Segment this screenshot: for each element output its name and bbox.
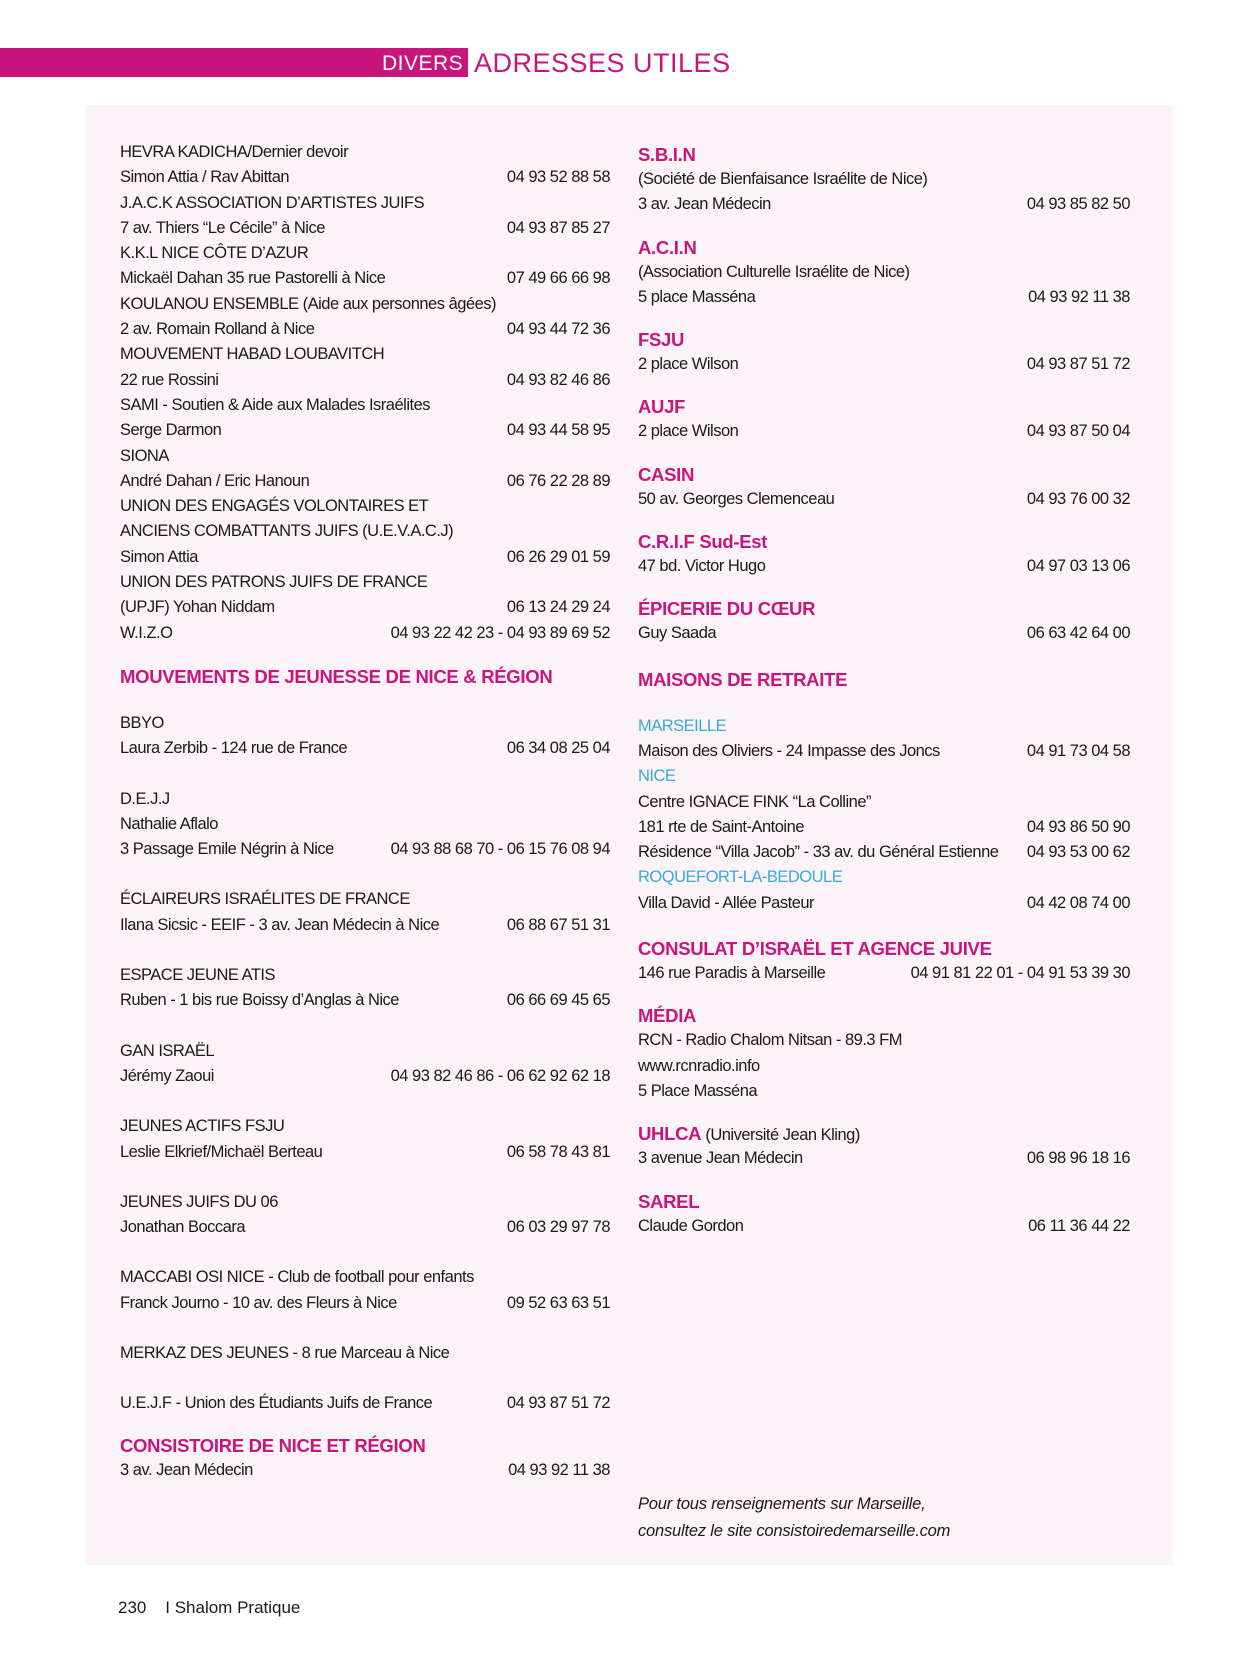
list-item: 22 rue Rossini 04 93 82 46 86 [120,370,610,389]
list-item: (Association Culturelle Israélite de Nice) [638,262,910,281]
section-title-maisons: MAISONS DE RETRAITE [638,668,848,690]
list-item: MERKAZ DES JEUNES - 8 rue Marceau à Nice [120,1343,450,1362]
list-item: 5 place Masséna 04 93 92 11 38 [638,287,1130,306]
org-title-uhlca: UHLCA (Université Jean Kling) [638,1123,860,1145]
jeunesse-list [120,711,610,1417]
associations-list [120,140,610,646]
list-item: 3 av. Jean Médecin 04 93 92 11 38 [120,1460,610,1479]
city-label-marseille: MARSEILLE [638,716,727,735]
list-item: 3 avenue Jean Médecin 06 98 96 18 16 [638,1149,1130,1168]
list-item: 47 bd. Victor Hugo 04 97 03 13 06 [638,557,1130,576]
list-item: UNION DES PATRONS JUIFS DE FRANCE [120,573,428,592]
list-item: JEUNES JUIFS DU 06 [120,1192,278,1211]
list-item: W.I.Z.O 04 93 22 42 23 - 04 93 89 69 52 [120,623,610,642]
list-item: RCN - Radio Chalom Nitsan - 89.3 FM [638,1031,902,1050]
list-item: UNION DES ENGAGÉS VOLONTAIRES ET [120,497,429,516]
list-item: Maison des Oliviers - 24 Impasse des Joncs 04 91 73 04 58 [638,741,1130,760]
list-item: Ilana Sicsic - EEIF - 3 av. Jean Médecin à Nice 06 88 67 51 31 [120,915,610,934]
list-item: Laura Zerbib - 124 rue de France 06 34 08 25 04 [120,739,610,758]
list-item: HEVRA KADICHA/Dernier devoir [120,143,349,161]
list-item: D.E.J.J [120,789,170,808]
list-item: Résidence “Villa Jacob” - 33 av. du Général Estienne 04 93 53 00 62 [638,843,1130,862]
list-item: MOUVEMENT HABAD LOUBAVITCH [120,345,385,364]
list-item: www.rcnradio.info [638,1056,760,1075]
marseille-note: Pour tous renseignements sur Marseille, consultez le site consistoiredemarseille.com [638,1495,951,1540]
list-item: Jérémy Zaoui 04 93 82 46 86 - 06 62 92 62 18 [120,1066,610,1085]
org-title-media: MÉDIA [638,1005,697,1027]
city-label-nice: NICE [638,767,676,786]
org-title-sbin: S.B.I.N [638,144,696,165]
org-title-acin: A.C.I.N [638,236,697,258]
section-label: DIVERS [382,52,464,75]
list-item: 5 Place Masséna [638,1081,758,1100]
page-footer: 230 I Shalom Pratique [118,1598,301,1617]
list-item: 50 av. Georges Clemenceau 04 93 76 00 32 [638,489,1130,508]
list-item: (Société de Bienfaisance Israélite de Nice) [638,170,928,188]
list-item: Mickaël Dahan 35 rue Pastorelli à Nice 07 49 66 66 98 [120,269,610,288]
org-title-casin: CASIN [638,463,695,485]
list-item: André Dahan / Eric Hanoun 06 76 22 28 89 [120,471,610,490]
list-item: (UPJF) Yohan Niddam 06 13 24 29 24 [120,598,610,617]
list-item: Franck Journo - 10 av. des Fleurs à Nice 09 52 63 63 51 [120,1293,610,1312]
list-item: 181 rte de Saint-Antoine 04 93 86 50 90 [638,817,1130,836]
list-item: JEUNES ACTIFS FSJU [120,1117,285,1136]
org-title-aujf: AUJF [638,396,686,418]
list-item: 3 Passage Emile Négrin à Nice 04 93 88 68 70 - 06 15 76 08 94 [120,840,610,859]
list-item: SAMI - Soutien & Aide aux Malades Israélites [120,395,430,414]
section-title-consistoire: CONSISTOIRE DE NICE ET RÉGION [120,1434,426,1456]
list-item: 3 av. Jean Médecin 04 93 85 82 50 [638,195,1130,214]
list-item: KOULANOU ENSEMBLE (Aide aux personnes âgées) [120,294,497,313]
org-title-fsju: FSJU [638,329,685,351]
list-item: SIONA [120,446,169,465]
list-item: Villa David - Allée Pasteur 04 42 08 74 00 [638,893,1130,912]
list-item: 2 place Wilson 04 93 87 51 72 [638,355,1130,374]
list-item: U.E.J.F - Union des Étudiants Juifs de France 04 93 87 51 72 [120,1394,610,1413]
list-item: 2 av. Romain Rolland à Nice 04 93 44 72 36 [120,320,610,339]
left-column [120,140,610,1483]
list-item: Leslie Elkrief/Michaël Berteau 06 58 78 43 81 [120,1142,610,1161]
org-title-crif: C.R.I.F Sud-Est [638,531,768,553]
list-item: Guy Saada 06 63 42 64 00 [638,624,1130,643]
list-item: Serge Darmon 04 93 44 58 95 [120,421,610,440]
list-item: ESPACE JEUNE ATIS [120,966,276,985]
list-item: Claude Gordon 06 11 36 44 22 [638,1216,1130,1235]
list-item: Jonathan Boccara 06 03 29 97 78 [120,1218,610,1237]
list-item: GAN ISRAËL [120,1041,215,1060]
list-item: K.K.L NICE CÔTE D’AZUR [120,244,309,263]
list-item: Nathalie Aflalo [120,814,218,833]
list-item: 2 place Wilson 04 93 87 50 04 [638,422,1130,441]
list-item: 7 av. Thiers “Le Cécile” à Nice 04 93 87 85 27 [120,218,610,237]
org-title-consulat: CONSULAT D’ISRAËL ET AGENCE JUIVE [638,938,992,960]
page-title: ADRESSES UTILES [474,48,731,78]
list-item: ÉCLAIREURS ISRAÉLITES DE FRANCE [120,890,410,909]
org-title-sarel: SAREL [638,1190,700,1212]
section-title-jeunesse: MOUVEMENTS DE JEUNESSE DE NICE & RÉGION [120,665,553,687]
list-item: MACCABI OSI NICE - Club de football pour enfants [120,1268,474,1287]
list-item: Simon Attia / Rav Abittan 04 93 52 88 58 [120,168,610,187]
list-item: ANCIENS COMBATTANTS JUIFS (U.E.V.A.C.J) [120,522,454,541]
list-item: BBYO [120,713,164,732]
org-title-epicerie: ÉPICERIE DU CŒUR [638,598,816,620]
right-column [638,142,1130,1239]
city-label-roquefort: ROQUEFORT-LA-BEDOULE [638,868,843,887]
list-item: Simon Attia 06 26 29 01 59 [120,547,610,566]
list-item: Centre IGNACE FINK “La Colline” [638,792,871,811]
list-item: Ruben - 1 bis rue Boissy d’Anglas à Nice 06 66 69 45 65 [120,991,610,1010]
list-item: J.A.C.K ASSOCIATION D’ARTISTES JUIFS [120,193,425,212]
list-item: 146 rue Paradis à Marseille 04 91 81 22 01 - 04 91 53 39 30 [638,964,1130,983]
